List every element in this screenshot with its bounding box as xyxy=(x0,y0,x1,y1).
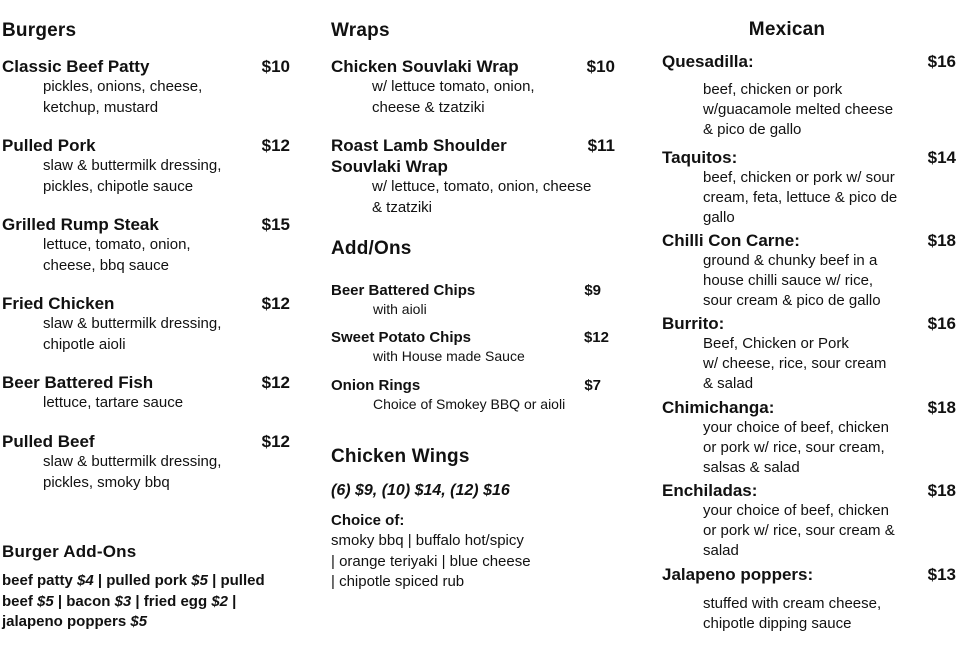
menu-item xyxy=(662,480,956,562)
item-name: Pulled Pork xyxy=(2,136,96,155)
menu-item xyxy=(662,397,956,479)
menu-item xyxy=(662,313,956,395)
menu-item xyxy=(2,293,290,355)
item-name: Roast Lamb Shoulder xyxy=(331,136,507,155)
item-description: pickles, onions, cheese, ketchup, mustard xyxy=(43,78,203,116)
item-price: $10 xyxy=(261,57,290,76)
item-price: $18 xyxy=(927,231,956,250)
item-price: $16 xyxy=(927,314,956,333)
addon-item xyxy=(331,281,601,318)
item-name: Grilled Rump Steak xyxy=(2,215,159,234)
item-name: Sweet Potato Chips xyxy=(331,329,472,346)
item-description: ground & chunky beef in a house chilli sauce w/ rice, sour cream & pico de gallo xyxy=(703,252,881,310)
item-name: Fried Chicken xyxy=(2,294,115,313)
item-price: $12 xyxy=(261,136,290,155)
item-price: $12 xyxy=(261,294,290,313)
item-description: with aioli xyxy=(373,301,427,317)
menu-item xyxy=(2,431,290,493)
burger-addons-list: beef patty $4 | pulled pork $5 | pulled beef $5 | bacon $3 | fried egg $2 | jalapeno poppers $5 xyxy=(2,572,265,630)
item-description: lettuce, tomato, onion, cheese, bbq sauce xyxy=(43,236,191,274)
item-name: Onion Rings xyxy=(331,377,421,394)
item-price: $12 xyxy=(261,432,290,451)
menu-item xyxy=(2,135,290,197)
section-title-burger-addons: Burger Add-Ons xyxy=(2,542,137,561)
item-price: $14 xyxy=(927,148,956,167)
item-description: Beef, Chicken or Pork w/ cheese, rice, sour cream & salad xyxy=(703,335,887,393)
addon-item xyxy=(331,328,609,365)
item-description: lettuce, tartare sauce xyxy=(43,394,184,411)
item-price: $10 xyxy=(586,57,615,76)
item-description: your choice of beef, chicken or pork w/ rice, sour cream & salad xyxy=(703,502,895,560)
menu-item xyxy=(662,147,956,229)
item-name: Chilli Con Carne: xyxy=(662,231,800,250)
item-description: with House made Sauce xyxy=(373,348,525,364)
item-name: Classic Beef Patty xyxy=(2,57,150,76)
item-description: your choice of beef, chicken or pork w/ rice, sour cream, salsas & salad xyxy=(703,419,889,477)
wings-choice-label: Choice of: xyxy=(331,512,405,529)
menu-item xyxy=(331,56,615,118)
item-description: Choice of Smokey BBQ or aioli xyxy=(373,396,566,412)
item-price: $16 xyxy=(927,52,956,71)
addon-item xyxy=(331,376,601,413)
menu-item xyxy=(662,230,956,312)
item-price: $12 xyxy=(583,329,609,346)
item-price: $12 xyxy=(261,373,290,392)
item-name: Jalapeno poppers: xyxy=(662,565,814,584)
item-description: beef, chicken or pork w/ sour cream, feta, lettuce & pico de gallo xyxy=(703,169,898,227)
wings-choices: smoky bbq | buffalo hot/spicy | orange teriyaki | blue cheese | chipotle spiced rub xyxy=(331,532,531,590)
item-name: Chicken Souvlaki Wrap xyxy=(331,57,519,76)
menu-item xyxy=(2,56,290,118)
item-name: Chimichanga: xyxy=(662,398,775,417)
section-title-chicken-wings: Chicken Wings xyxy=(331,446,470,467)
item-name-line2: Souvlaki Wrap xyxy=(331,157,448,176)
item-name: Taquitos: xyxy=(662,148,738,167)
item-description: w/ lettuce tomato, onion, cheese & tzatziki xyxy=(372,78,535,116)
wings-prices: (6) $9, (10) $14, (12) $16 xyxy=(331,482,510,499)
menu-item xyxy=(662,564,956,634)
item-description: beef, chicken or pork w/guacamole melted cheese & pico de gallo xyxy=(703,81,894,139)
section-title-wraps: Wraps xyxy=(331,20,390,41)
item-price: $18 xyxy=(927,481,956,500)
section-title-mexican: Mexican xyxy=(748,19,826,40)
section-title-burgers: Burgers xyxy=(2,20,77,41)
item-name: Enchiladas: xyxy=(662,481,758,500)
item-description: stuffed with cream cheese, chipotle dipping sauce xyxy=(703,595,882,633)
item-name: Quesadilla: xyxy=(662,52,754,71)
menu-item xyxy=(2,372,290,414)
item-description: slaw & buttermilk dressing, pickles, smoky bbq xyxy=(43,453,222,491)
item-price: $11 xyxy=(587,136,615,155)
menu-item xyxy=(2,214,290,276)
item-name: Burrito: xyxy=(662,314,725,333)
item-description: slaw & buttermilk dressing, pickles, chipotle sauce xyxy=(43,157,222,195)
item-description: slaw & buttermilk dressing, chipotle aioli xyxy=(43,315,222,353)
item-price: $9 xyxy=(584,282,601,299)
item-price: $13 xyxy=(927,565,956,584)
menu-item xyxy=(331,135,615,218)
item-name: Beer Battered Chips xyxy=(331,282,476,299)
item-price: $18 xyxy=(927,398,956,417)
item-name: Pulled Beef xyxy=(2,432,95,451)
item-price: $7 xyxy=(584,377,601,394)
item-name: Beer Battered Fish xyxy=(2,373,154,392)
item-price: $15 xyxy=(261,215,290,234)
item-description: w/ lettuce, tomato, onion, cheese & tzatziki xyxy=(372,178,592,216)
section-title-addons: Add/Ons xyxy=(331,238,412,259)
menu-item xyxy=(662,51,956,141)
